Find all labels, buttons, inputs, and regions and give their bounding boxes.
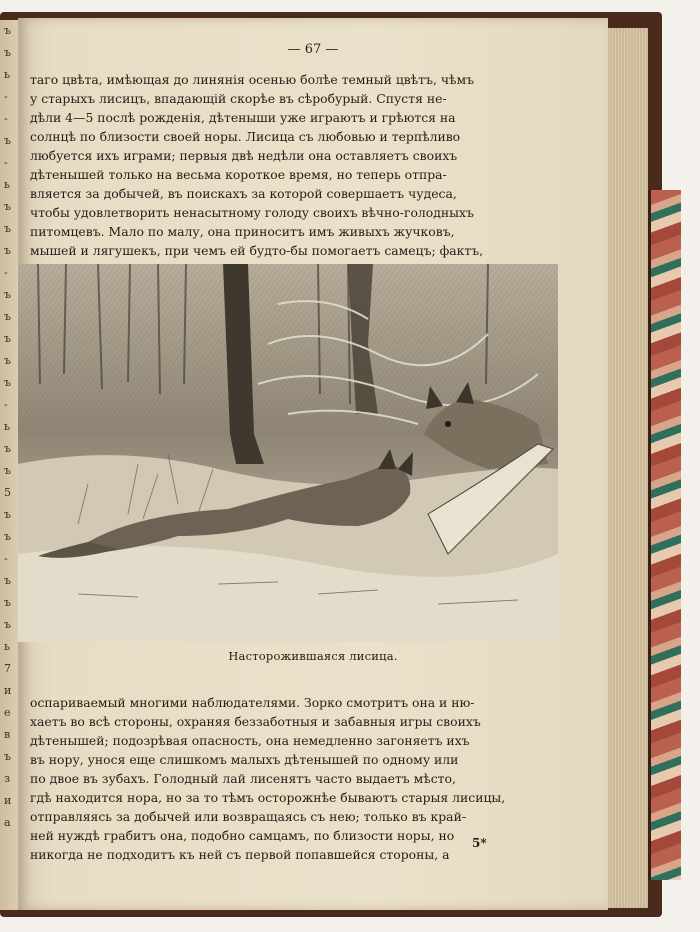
book-page [18, 18, 608, 910]
facing-page-edge [0, 20, 18, 910]
text-line: по двое въ зубахъ. Голодный лай лисенятъ часто выдаетъ мѣсто, [30, 771, 456, 786]
facing-page-letter: ь [4, 68, 10, 81]
text-line: любуется ихъ играми; первыя двѣ недѣли она оставляетъ своихъ [30, 148, 458, 163]
text-line: отправляясь за добычей или возвращаясь съ нею; только въ край- [30, 809, 467, 824]
facing-page-letter: ъ [4, 442, 11, 455]
text-line: никогда не подходитъ къ ней съ первой попавшейся стороны, а [30, 847, 450, 862]
fox-illustration [18, 264, 558, 642]
facing-page-letter: ъ [4, 310, 11, 323]
facing-page-letter: ъ [4, 222, 11, 235]
facing-page-letter: е [4, 706, 11, 719]
facing-page-letter: ъ [4, 332, 11, 345]
facing-page-letter: - [4, 398, 8, 411]
facing-page-letter: - [4, 266, 8, 279]
text-line: таго цвѣта, имѣющая до линянія осенью болѣе темный цвѣтъ, чѣмъ [30, 72, 475, 87]
facing-page-letter: - [4, 90, 8, 103]
marbled-edge [648, 190, 681, 880]
facing-page-letter: ъ [4, 200, 11, 213]
text-line: дѣли 4—5 послѣ рожденія, дѣтеныши уже играютъ и грѣются на [30, 110, 456, 125]
text-line: дѣтенышей только на весьма короткое время, но теперь отпра- [30, 167, 447, 182]
facing-page-letter: и [4, 684, 12, 697]
facing-page-letter: ъ [4, 508, 11, 521]
facing-page-letter: ь [4, 178, 10, 191]
facing-page-letter: в [4, 728, 11, 741]
facing-page-letter: ь [4, 640, 10, 653]
text-line: гдѣ находится нора, но за то тѣмъ осторожнѣе бываютъ старыя лисицы, [30, 790, 506, 805]
facing-page-letter: ь [4, 420, 10, 433]
facing-page-letter: - [4, 112, 8, 125]
text-line: солнцѣ по близости своей норы. Лисица съ любовью и терпѣливо [30, 129, 461, 144]
facing-page-letter: ъ [4, 618, 11, 631]
facing-page-letter: ъ [4, 596, 11, 609]
text-line: въ нору, унося еще слишкомъ малыхъ дѣтенышей по одному или [30, 752, 459, 767]
text-line: у старыхъ лисицъ, впадающій скорѣе въ сѣробурый. Спустя не- [30, 91, 447, 106]
facing-page-letter: - [4, 552, 8, 565]
text-line: дѣтенышей; подозрѣвая опасность, она немедленно загоняетъ ихъ [30, 733, 470, 748]
facing-page-letter: ъ [4, 750, 11, 763]
facing-page-letter: и [4, 794, 12, 807]
facing-page-letter: ъ [4, 24, 11, 37]
facing-page-letter: ъ [4, 464, 11, 477]
facing-page-letter: ъ [4, 574, 11, 587]
paragraph-top [30, 70, 550, 260]
facing-page-letter: ъ [4, 288, 11, 301]
page-number: — 67 — [287, 42, 339, 57]
text-line: оспариваемый многими наблюдателями. Зорко смотритъ она и ню- [30, 695, 475, 710]
signature-mark: 5* [472, 836, 487, 850]
text-line: чтобы удовлетворить ненасытному голоду своихъ вѣчно-голодныхъ [30, 205, 474, 220]
facing-page-letter: 7 [4, 662, 11, 675]
facing-page-letter: ъ [4, 46, 11, 59]
facing-page-letter: ъ [4, 244, 11, 257]
text-line: хаетъ во всѣ стороны, охраняя беззаботныя и забавныя игры своихъ [30, 714, 481, 729]
text-line: вляется за добычей, въ поискахъ за которой совершаетъ чудеса, [30, 186, 457, 201]
text-line: ней нуждѣ грабитъ она, подобно самцамъ, по близости норы, но [30, 828, 455, 843]
facing-page-letter: ъ [4, 376, 11, 389]
page-edges [606, 28, 648, 908]
facing-page-letter: ъ [4, 530, 11, 543]
text-line: питомцевъ. Мало по малу, она приноситъ имъ живыхъ жучковъ, [30, 224, 455, 239]
facing-page-letter: - [4, 156, 8, 169]
facing-page-letter: а [4, 816, 11, 829]
facing-page-letter: ъ [4, 354, 11, 367]
text-line: мышей и лягушекъ, при чемъ ей будто-бы помогаетъ самецъ; фактъ, [30, 243, 484, 258]
facing-page-letter: з [4, 772, 10, 785]
facing-page-letter: 5 [4, 486, 11, 499]
illustration-caption: Насторожившаяся лисица. [228, 649, 398, 663]
facing-page-letter: ъ [4, 134, 11, 147]
